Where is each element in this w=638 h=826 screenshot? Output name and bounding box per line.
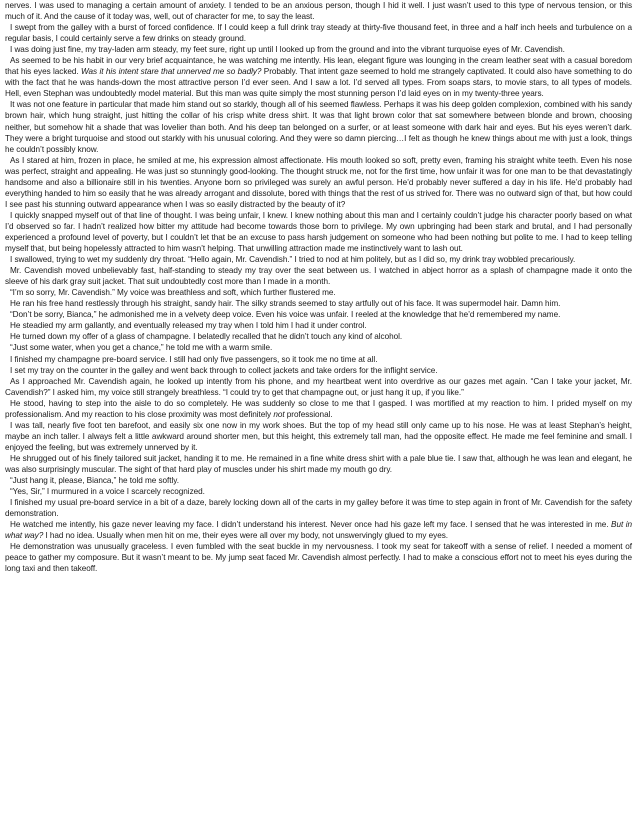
paragraph <box>5 287 632 298</box>
paragraph <box>5 254 632 265</box>
paragraph <box>5 265 632 287</box>
text-run: I set my tray on the counter in the galley and went back through to collect jackets and take orders for the inflight service. <box>10 365 438 375</box>
paragraph <box>5 342 632 353</box>
text-run: As seemed to be his habit in our very brief acquaintance, he was watching me intently. His lean, elegant figure was lounging in the cream leather seat with a casual boredom that his eyes lacked. <box>5 56 632 77</box>
text-run: He shrugged out of his finely tailored suit jacket, handing it to me. He remained in a fine white dress shirt with a pale blue tie. I saw that, although he was lean and elegant, he was also surprisingly muscular. The sight of that hard play of muscles under his shirt made my mouth go dry. <box>5 453 632 474</box>
italic-text: But in what way? <box>5 520 632 541</box>
paragraph <box>5 398 632 420</box>
text-run: I finished my usual pre-board service in a bit of a daze, barely locking down all of the carts in my galley before it was time to step again in front of Mr. Cavendish for the safety demonstration. <box>5 498 632 519</box>
paragraph <box>5 155 632 210</box>
paragraph <box>5 99 632 154</box>
paragraph <box>5 0 632 22</box>
text-run: I finished my champagne pre-board service. I still had only five passengers, so it took me no time at all. <box>10 354 378 364</box>
paragraph <box>5 22 632 44</box>
text-run: I had no idea. Usually when men hit on me, their eyes were all over my body, not unswervingly glued to my eyes. <box>43 531 448 541</box>
text-run: I quickly snapped myself out of that line of thought. I was being unfair, I knew. I knew nothing about this man and I certainly couldn’t judge his character poorly based on what I’d observed so far. I hadn’t realized how bitter my attitude had become towards those born to privilege. My own upbringing had been stark and brutal, and I had personally experienced a profound level of poverty, but I couldn’t let that be an excuse to pass harsh judgement on someone who had been nothing but polite to me. I had to keep telling myself that, but being hopelessly attracted to him wasn’t helping. That unwilling attraction made me instinctively want to lash out. <box>5 210 632 254</box>
paragraph <box>5 365 632 376</box>
paragraph <box>5 541 632 574</box>
text-run: It was not one feature in particular that made him stand out so starkly, though all of his seemed flawless. Perhaps it was his deep golden complexion, combined with his sandy brown hair, which hung straight, just hitting the collar of his crisp white dress shirt. It was that light brown color that sat somewhere between blonde and brown, choosing neither, but somehow hit a shade that was lovelier than both. And his deep tan belonged on a surfer, or at least someone with dark hair and eyes. But his eyes weren’t dark. They were a bright turquoise and stood out starkly with his unusual coloring. And they were so damn piercing…I felt as though he knew things about me with just a look, things he couldn’t possibly know. <box>5 100 632 154</box>
paragraph <box>5 55 632 99</box>
text-run: I swallowed, trying to wet my suddenly dry throat. “Hello again, Mr. Cavendish.” I tried to nod at him politely, but as I did so, my drink tray wobbled precariously. <box>10 255 576 265</box>
text-run: He watched me intently, his gaze never leaving my face. I didn’t understand his interest. Never once had his gaze left my face. I sensed that he was interested in me. <box>10 520 612 530</box>
text-run: He stood, having to step into the aisle to do so completely. He was suddenly so close to me that I gasped. I was mortified at my reaction to him. I prided myself on my professionalism. And my reaction to his close proximity was most definitely <box>5 398 632 419</box>
body-text <box>5 0 632 574</box>
paragraph <box>5 376 632 398</box>
text-run: “Don’t be sorry, Bianca,” he admonished me in a velvety deep voice. Even his voice was unfair. I reeled at the knowledge that he’d remembered my name. <box>10 310 561 320</box>
text-run: As I stared at him, frozen in place, he smiled at me, his expression almost affectionate. His mouth looked so soft, pretty even, framing his straight white teeth. Even his nose was perfect, straight and appealing. He was just so stunningly good-looking. The thought struck me, not for the first time, how unfair it was for one man to be that devastatingly handsome and also a billionaire still in his twenties. Anyone born so privileged was surely an awful person. He’d probably never suffered a day in his life. He’d probably had everything handed to him so easily that he was already arrogant and dissolute, bored with things that the rest of us strived for. There was no outward sign of that, but how could I see past his stunning outward appearance when I was so easily distracted by the beauty of it? <box>5 155 632 209</box>
paragraph <box>5 331 632 342</box>
paragraph <box>5 210 632 254</box>
paragraph <box>5 519 632 541</box>
paragraph <box>5 453 632 475</box>
paragraph <box>5 309 632 320</box>
paragraph <box>5 475 632 486</box>
text-run: He turned down my offer of a glass of champagne. I belatedly recalled that he didn’t touch any kind of alcohol. <box>10 332 403 342</box>
text-run: I was tall, nearly five foot ten barefoot, and easily six one now in my work shoes. But the top of my head still only came up to his nose. He was at least Stephan’s height, maybe an inch taller. I always felt a little awkward around shorter men, but this height, this extremely tall man, had the opposite effect. He made me feel feminine and small. I enjoyed the feeling, but was extremely unnerved by it. <box>5 420 632 452</box>
text-run: He steadied my arm gallantly, and eventually released my tray when I told him I had it under control. <box>10 321 367 331</box>
text-run: I was doing just fine, my tray-laden arm steady, my feet sure, right up until I looked up from the ground and into the vibrant turquoise eyes of Mr. Cavendish. <box>10 45 565 55</box>
text-run: “Yes, Sir,” I murmured in a voice I scarcely recognized. <box>10 487 205 497</box>
text-run: He ran his free hand restlessly through his straight, sandy hair. The silky strands seemed to stay artfully out of his face. It was supermodel hair. Damn him. <box>10 299 561 309</box>
paragraph <box>5 497 632 519</box>
text-run: He demonstration was unusually graceless. I even fumbled with the seat buckle in my nervousness. I took my seat for takeoff with a sense of relief. I needed a moment of peace to gather my composure. But it wasn’t meant to be. My jump seat faced Mr. Cavendish almost perfectly. I had to make a conscious effort not to meet his eyes during the long taxi and then takeoff. <box>5 542 632 574</box>
paragraph <box>5 354 632 365</box>
text-run: professional. <box>284 409 333 419</box>
text-run: I swept from the galley with a burst of forced confidence. If I could keep a full drink tray steady at thirty-five thousand feet, in three and a half inch heels and turbulence on a regular basis, I could certainly serve a few drinks on steady ground. <box>5 23 632 44</box>
text-run: Mr. Cavendish moved unbelievably fast, half-standing to steady my tray over the seat between us. I watched in abject horror as a splash of champagne made it onto the sleeve of his dark gray suit jacket. That suit undoubtedly cost more than I made in a month. <box>5 266 632 287</box>
paragraph <box>5 486 632 497</box>
text-run: Probably. That intent gaze seemed to hold me strangely captivated. It could also have something to do with the fact that he was hands-down the most attractive person I’d ever seen. And I saw a lot. I’d served all types. From soaps stars, to movie stars, to all types of models. Hell, even Stephan was undoubtedly model material. But this man was quite simply the most stunning person I’d laid eyes on in my twenty-three years. <box>5 67 633 99</box>
italic-text: not <box>273 409 285 419</box>
paragraph <box>5 298 632 309</box>
text-run: nerves. I was used to managing a certain amount of anxiety. I tended to be an anxious person, though I hid it well. I just wasn’t used to this type of nervous tension, or this much of it. And the cause of it today was, well, out of character for me, to say the least. <box>5 1 632 22</box>
text-run: “Just hang it, please, Bianca,” he told me softly. <box>10 476 179 486</box>
text-run: “Just some water, when you get a chance,” he told me with a warm smile. <box>10 343 273 353</box>
paragraph <box>5 44 632 55</box>
italic-text: Was it his intent stare that unnerved me so badly? <box>81 67 262 77</box>
paragraph <box>5 320 632 331</box>
text-run: As I approached Mr. Cavendish again, he looked up intently from his phone, and my heartbeat went into overdrive as our gazes met again. “Can I take your jacket, Mr. Cavendish?” I asked him, my voice still strangely breathless. “I could try to get that champagne out, or just hang it up, if you like.” <box>5 376 632 397</box>
text-run: “I’m so sorry, Mr. Cavendish.” My voice was breathless and soft, which further flustered me. <box>10 288 336 298</box>
paragraph <box>5 420 632 453</box>
